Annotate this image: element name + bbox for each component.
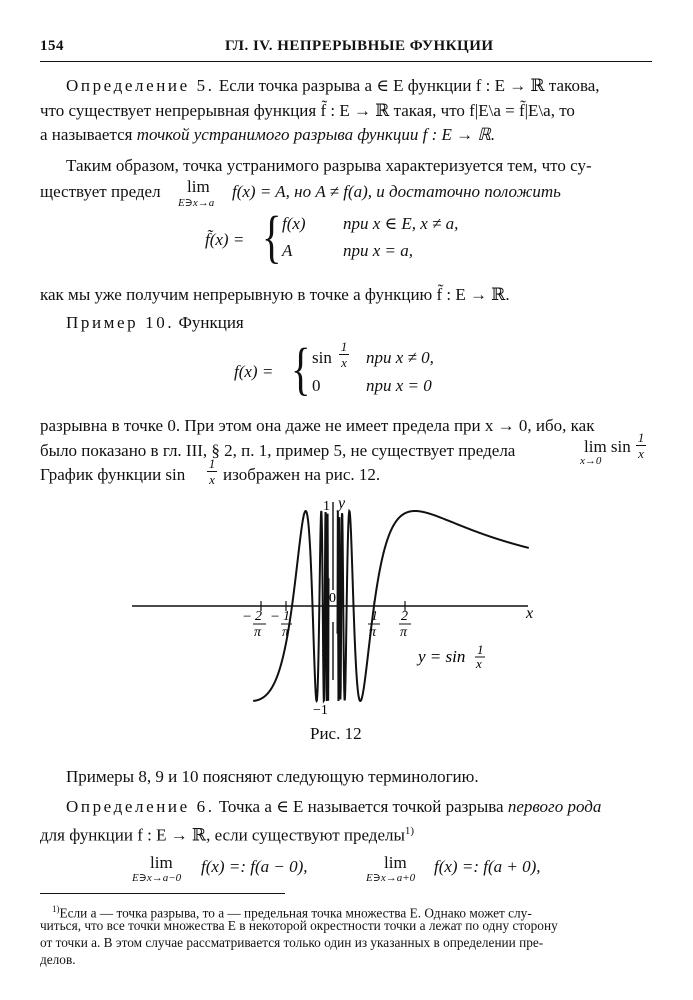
formula2-case1-value: sin [312,348,332,367]
formula3-left-subscript: E∋x→a−0 [132,872,182,884]
curve-label-fraction-den: x [476,656,482,671]
para3-line3-b: изображен на рис. 12. [223,465,381,484]
para1-lim-subscript: E∋x→a [178,197,215,209]
para2: как мы уже получим непрерывную в точке a функцию f̃ : E → ℝ. [40,285,510,304]
footnote-text-line1: Если a — точка разрыва, то a — предельная точка множества E. Однако может слу- [59,905,532,921]
formula2-brace: { [291,336,311,401]
para3-line3-a: График функции sin [40,465,186,484]
definition5-line2: что существует непрерывная функция f̃ : E → ℝ такая, что f|E\a = f̃|E\a, то [40,101,575,120]
para3-lim: lim sin [584,437,631,456]
svg-text:π: π [369,625,377,640]
para1-line2-b: f(x) = A, но A ≠ f(a), и достаточно положить [232,182,561,201]
tick-label-2-over-pi: 2 [401,609,408,624]
formula1-case2-condition: при x = a, [343,241,414,260]
para3-lim-fraction: 1 x [637,430,645,461]
formula1-case2-value: A [282,241,293,260]
footnote-marker: 1) [404,825,415,837]
definition6-term: первого рода [507,797,602,816]
tick-label-neg-1-over-pi: − [270,609,281,625]
definition5-line1 [66,75,600,97]
formula2-case2-condition: при x = 0 [366,376,432,395]
figure-caption: Рис. 12 [310,724,362,743]
example10-text: Функция [178,313,244,332]
svg-text:1: 1 [283,609,290,624]
definition6-line1 [66,796,601,818]
formula3-left-lim: lim [150,853,173,872]
svg-text:π: π [282,625,290,640]
formula1-brace: { [262,204,282,269]
formula2-lhs: f(x) = [234,362,274,381]
formula2-case1-condition: при x ≠ 0, [366,348,434,367]
example10-label: Пример 10. [66,313,175,332]
definition5-term: точкой устранимого разрыва функции f : E → ℝ. [136,125,496,144]
footnote-line4: делов. [40,952,76,967]
example10-heading [66,312,244,334]
curve-label: y = sin [418,647,466,666]
para4: Примеры 8, 9 и 10 поясняют следующую терминологию. [66,767,479,786]
svg-text:π: π [254,625,262,640]
tick-label-pos-1: 1 [323,499,330,514]
formula1-case1-condition: при x ∈ E, x ≠ a, [343,214,459,233]
definition6-text: Точка a ∈ E называется точкой разрыва [218,797,508,816]
page-number: 154 [40,38,64,54]
figure-sin-1-over-x [0,490,693,750]
formula1-case1-value: f(x) [282,214,306,233]
formula1-lhs: f̃(x) = [205,230,245,249]
definition5-text-line1: Если точка разрыва a ∈ E функции f : E → ℝ такова, [218,76,600,95]
svg-text:π: π [400,625,408,640]
curve-label-fraction-num: 1 [477,642,484,657]
para3-line2: было показано в гл. III, § 2, п. 1, пример 5, не существует предела [40,441,516,460]
definition5-label: Определение 5. [66,76,215,95]
para1-lim: lim [187,177,210,196]
formula2-case2-value: 0 [312,376,321,395]
definition5-line3-text: a называется [40,125,137,144]
para3-lim-subscript: x→0 [580,455,602,467]
tick-label-1-over-pi: 1 [371,609,378,624]
running-title: ГЛ. IV. НЕПРЕРЫВНЫЕ ФУНКЦИИ [225,38,494,54]
formula3-left-rhs: f(x) =: f(a − 0), [201,857,308,876]
tick-label-neg-1: −1 [313,703,328,718]
footnote-line2: читься, что все точки множества E в некоторой окрестности точки a лежат по одну сторону [40,918,558,933]
footnote-rule [40,893,285,894]
y-axis-label: y [338,495,346,512]
para3-line1: разрывна в точке 0. При этом она даже не имеет предела при x → 0, ибо, как [40,416,595,435]
definition6-line2-text: для функции f : E → ℝ, если существуют пределы [40,825,405,845]
formula3-right-rhs: f(x) =: f(a + 0), [434,857,541,876]
svg-text:2: 2 [255,609,262,624]
para1-line1: Таким образом, точка устранимого разрыва характеризуется тем, что су- [66,156,592,175]
tick-label-neg-2-over-pi: − [242,609,253,625]
footnote-line3: от точки a. В этом случае рассматривается только один из указанных в определении пре- [40,935,544,950]
formula2-fraction: 1 x [340,339,348,370]
definition5-line3 [40,124,495,146]
header-rule [40,61,652,62]
formula3-right-subscript: E∋x→a+0 [366,872,416,884]
para3-line3-fraction: 1 x [208,456,216,487]
para1-line2-a: ществует предел [40,182,161,201]
definition6-label: Определение 6. [66,797,215,816]
footnote-mark: 1) [52,904,60,914]
definition6-line2 [40,820,414,847]
origin-label: 0 [329,591,336,606]
x-axis-label: x [526,605,534,622]
formula3-right-lim: lim [384,853,407,872]
